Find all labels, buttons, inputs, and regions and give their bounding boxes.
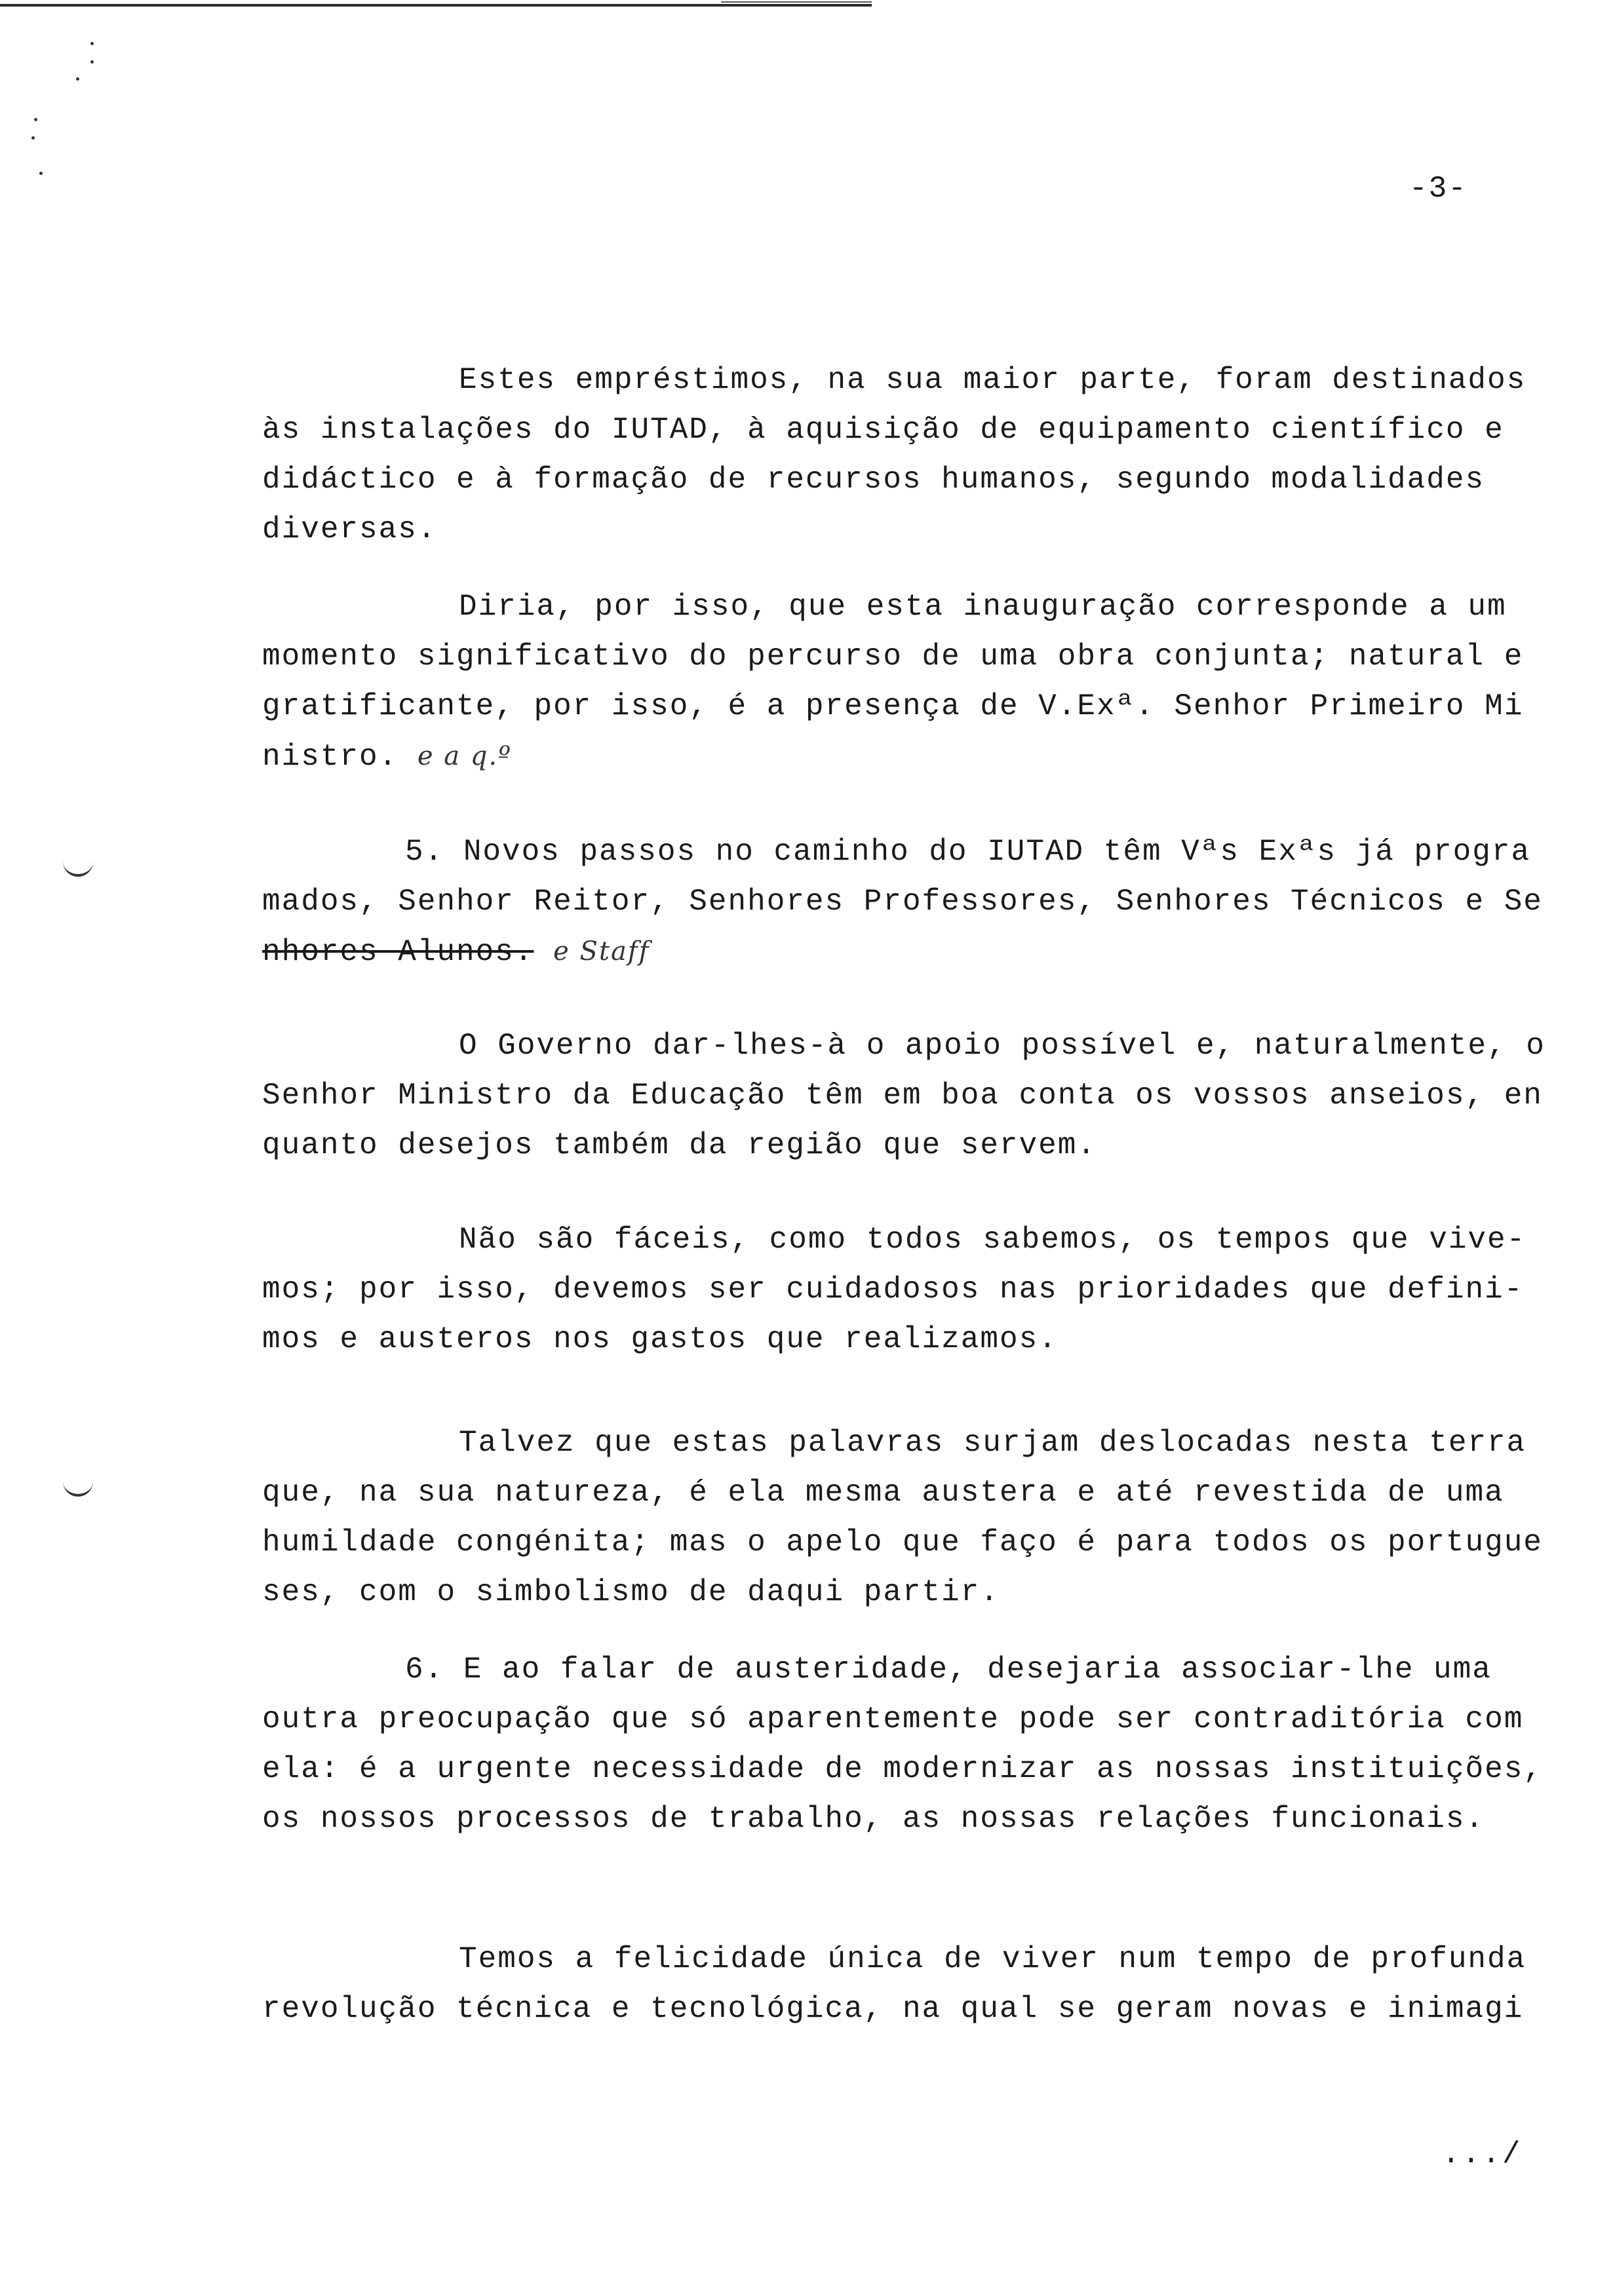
text-line: os nossos processos de trabalho, as nossas relações funcionais. [262,1802,1485,1836]
text-line: Talvez que estas palavras surjam deslocadas nesta terra [459,1426,1527,1460]
text-line: Senhor Ministro da Educação têm em boa conta os vossos anseios, en [262,1079,1543,1113]
paragraph [262,582,1580,782]
text-fragment: nistro. [262,740,399,774]
text-line-with-annotation [262,927,1580,977]
top-border-line [0,4,872,7]
page-number: -3- [1409,172,1468,206]
scan-mark [39,172,43,175]
text-line: Diria, por isso, que esta inauguração corresponde a um [459,590,1507,624]
text-line: ela: é a urgente necessidade de modernizar as nossas instituições, [262,1752,1543,1786]
continuation-mark: .../ [1442,2137,1523,2172]
text-line: momento significativo do percurso de uma obra conjunta; natural e [262,640,1524,674]
text-line: Temos a felicidade única de viver num tempo de profunda [459,1942,1527,1976]
paragraph [262,827,1580,977]
paragraph [262,1418,1580,1617]
paragraph [262,1215,1580,1364]
text-line: didáctico e à formação de recursos humanos, segundo modalidades [262,463,1485,497]
scan-mark [34,118,37,121]
paragraph [262,355,1580,554]
paragraph [262,1645,1580,1844]
text-line: às instalações do IUTAD, à aquisição de equipamento científico e [262,413,1504,447]
margin-punch-mark [63,1480,93,1497]
text-line: mados, Senhor Reitor, Senhores Professores, Senhores Técnicos e Se [262,885,1543,919]
scan-mark [90,42,94,45]
text-line: 6. E ao falar de austeridade, desejaria associar-lhe uma [405,1653,1492,1687]
paragraph [262,1934,1580,2034]
margin-punch-mark [63,860,93,877]
text-line: quanto desejos também da região que servem. [262,1128,1097,1162]
handwritten-annotation: e a q.º [417,741,512,771]
text-line: diversas. [262,512,437,546]
text-line: revolução técnica e tecnológica, na qual se geram novas e inimagi [262,1992,1524,2026]
text-line: ses, com o simbolismo de daqui partir. [262,1575,1000,1609]
text-line: O Governo dar-lhes-à o apoio possível e, naturalmente, o [459,1029,1546,1063]
text-line: que, na sua natureza, é ela mesma austera e até revestida de uma [262,1476,1504,1510]
text-line: Estes empréstimos, na sua maior parte, foram destinados [459,363,1527,397]
paragraph [262,1021,1580,1170]
handwritten-annotation: e Staff [553,936,650,966]
text-line: Não são fáceis, como todos sabemos, os tempos que vive- [459,1223,1527,1257]
struck-text: nhores Alunos. [262,935,534,969]
scan-mark [90,60,94,64]
text-line: 5. Novos passos no caminho do IUTAD têm Vªs Exªs já progra [405,835,1531,869]
scan-mark [76,77,79,81]
scan-mark [31,136,35,140]
top-border-line-thin [721,1,872,3]
text-line: mos; por isso, devemos ser cuidadosos nas prioridades que defini- [262,1272,1524,1307]
text-line: outra preocupação que só aparentemente pode ser contraditória com [262,1702,1524,1736]
text-line: mos e austeros nos gastos que realizamos. [262,1322,1058,1356]
text-line: humildade congénita; mas o apelo que faço é para todos os portugue [262,1525,1543,1559]
text-line: gratificante, por isso, é a presença de V.Exª. Senhor Primeiro Mi [262,689,1524,723]
text-line-with-annotation [262,731,1580,782]
